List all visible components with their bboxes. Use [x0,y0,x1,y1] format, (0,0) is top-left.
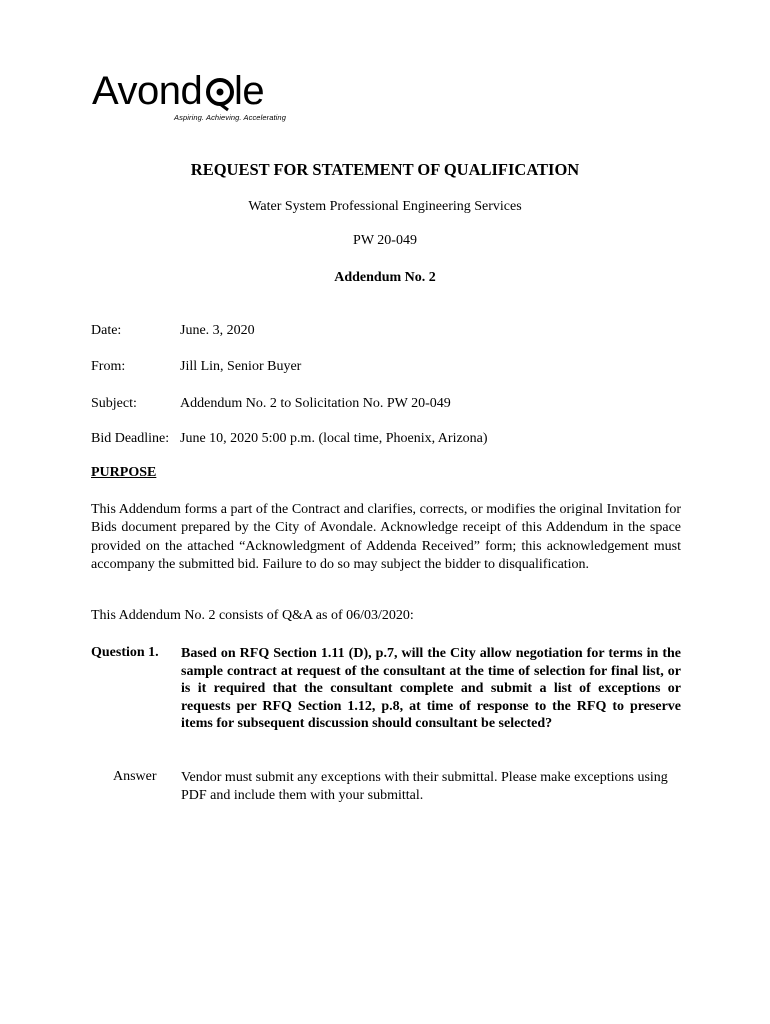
avondale-logo [92,70,292,128]
date-value: June. 3, 2020 [180,323,255,338]
from-value: Jill Lin, Senior Buyer [180,359,302,374]
subject-label: Subject: [91,396,137,411]
purpose-heading: PURPOSE [91,465,157,480]
answer-text: Vendor must submit any exceptions with their submittal. Please make exceptions using PDF and include them with your submittal. [181,770,668,803]
project-number: PW 20-049 [353,233,417,248]
addendum-consists-text: This Addendum No. 2 consists of Q&A as of 06/03/2020: [91,608,414,623]
from-label: From: [91,359,126,374]
avondale-wordmark [92,70,292,114]
svg-text:le: le [234,70,265,113]
deadline-label: Bid Deadline: [91,431,170,446]
location-pin-icon [208,80,232,110]
project-name: Water System Professional Engineering Services [248,199,522,214]
svg-text:Avond: Avond [92,70,203,113]
logo-tagline: Aspiring. Achieving. Accelerating [174,113,286,122]
date-label: Date: [91,323,122,338]
purpose-paragraph: This Addendum forms a part of the Contract and clarifies, corrects, or modifies the original Invitation for Bids document prepared by the City of Avondale. Acknowledge receipt of this Addendum in the space provided on the attached “Acknowledgment of Addenda Received” form; this acknowledgement must accompany the submitted bid. Failure to do so may subject the bidder to disqualification. [91,502,681,573]
document-title: REQUEST FOR STATEMENT OF QUALIFICATION [190,160,580,179]
deadline-value: June 10, 2020 5:00 p.m. (local time, Phoenix, Arizona) [180,431,488,446]
question-text: Based on RFQ Section 1.11 (D), p.7, will the City allow negotiation for terms in the sample contract at request of the consultant at the time of selection for final list, or is it required that the consultant complete and submit a list of exceptions or requests per RFQ Section 1.12, p.8, at time of response to the RFQ to preserve items for subsequent discussion should consultant be selected? [181,646,681,732]
answer-label: Answer [113,769,157,784]
subject-value: Addendum No. 2 to Solicitation No. PW 20-049 [180,396,451,411]
question-label: Question 1. [91,645,159,660]
addendum-number: Addendum No. 2 [334,270,436,285]
